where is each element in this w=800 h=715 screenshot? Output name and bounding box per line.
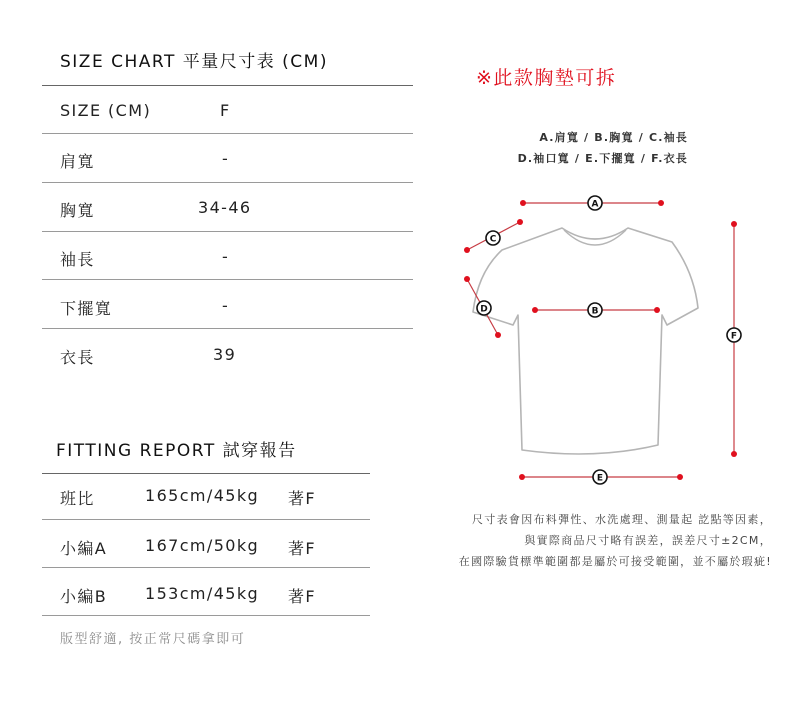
marker-e [593, 470, 607, 484]
measure-legend-line-2: D.袖口寬 / E.下擺寬 / F.衣長 [517, 152, 688, 165]
measure-legend-line-1: A.肩寬 / B.胸寬 / C.袖長 [539, 131, 688, 144]
marker-f [727, 328, 741, 342]
marker-f-label: F [730, 331, 738, 342]
remark-line-3: 在國際驗貨標準範圍都是屬於可接受範圍，並不屬於瑕疵! [458, 555, 772, 568]
fitting-row-name: 小編A [60, 539, 108, 558]
marker-d-label: D [480, 304, 488, 315]
fitting-note: 版型舒適, 按正常尺碼拿即可 [60, 632, 246, 647]
size-row-divider [42, 182, 413, 183]
size-row-label: 下擺寬 [60, 299, 113, 318]
size-row-value: 34-46 [198, 198, 252, 217]
fitting-row-measure: 165cm/45kg [145, 486, 260, 505]
size-row-value: - [222, 296, 230, 315]
fitting-row-divider [42, 615, 370, 616]
size-row-label: 胸寬 [60, 201, 95, 220]
size-row-value: - [222, 247, 230, 266]
size-chart-title: SIZE CHART 平量尺寸表 (CM) [60, 52, 328, 72]
size-row-label: 袖長 [60, 250, 95, 269]
size-row-value: F [220, 101, 231, 120]
size-row-label: SIZE (CM) [60, 101, 152, 120]
fitting-row-size: 著F [288, 539, 317, 558]
fitting-report-header-rule [42, 473, 370, 474]
size-row-divider [42, 328, 413, 329]
size-row-label: 肩寬 [60, 152, 95, 171]
measurement-remark [352, 509, 772, 572]
marker-b [588, 303, 602, 317]
marker-c-label: C [489, 234, 497, 245]
size-row-divider [42, 279, 413, 280]
size-row-value: - [222, 149, 230, 168]
marker-e-label: E [596, 473, 604, 484]
fitting-row-size: 著F [288, 489, 317, 508]
size-row-divider [42, 133, 413, 134]
fitting-report-title: FITTING REPORT 試穿報告 [56, 441, 297, 461]
tshirt-diagram [440, 180, 760, 500]
fitting-row-size: 著F [288, 587, 317, 606]
fitting-row-divider [42, 567, 370, 568]
fitting-row-name: 班比 [60, 489, 95, 508]
marker-a-label: A [591, 199, 599, 210]
pad-notice: ※此款胸墊可拆 [476, 67, 617, 89]
fitting-row-measure: 153cm/45kg [145, 584, 260, 603]
fitting-row-measure: 167cm/50kg [145, 536, 260, 555]
size-row-label: 衣長 [60, 348, 95, 367]
marker-a [588, 196, 602, 210]
size-chart-header-rule [42, 85, 413, 86]
fitting-row-divider [42, 519, 370, 520]
marker-c [486, 231, 500, 245]
fitting-row-name: 小編B [60, 587, 108, 606]
size-row-value: 39 [213, 345, 237, 364]
marker-d [477, 301, 491, 315]
remark-line-2: 與實際商品尺寸略有誤差，誤差尺寸±2CM， [524, 534, 772, 547]
tshirt-outline [473, 228, 698, 454]
size-row-divider [42, 231, 413, 232]
remark-line-1: 尺寸表會因布料彈性、水洗處理、測量起 訖點等因素， [472, 513, 772, 526]
tshirt-collar [564, 230, 626, 245]
marker-b-label: B [591, 306, 599, 317]
